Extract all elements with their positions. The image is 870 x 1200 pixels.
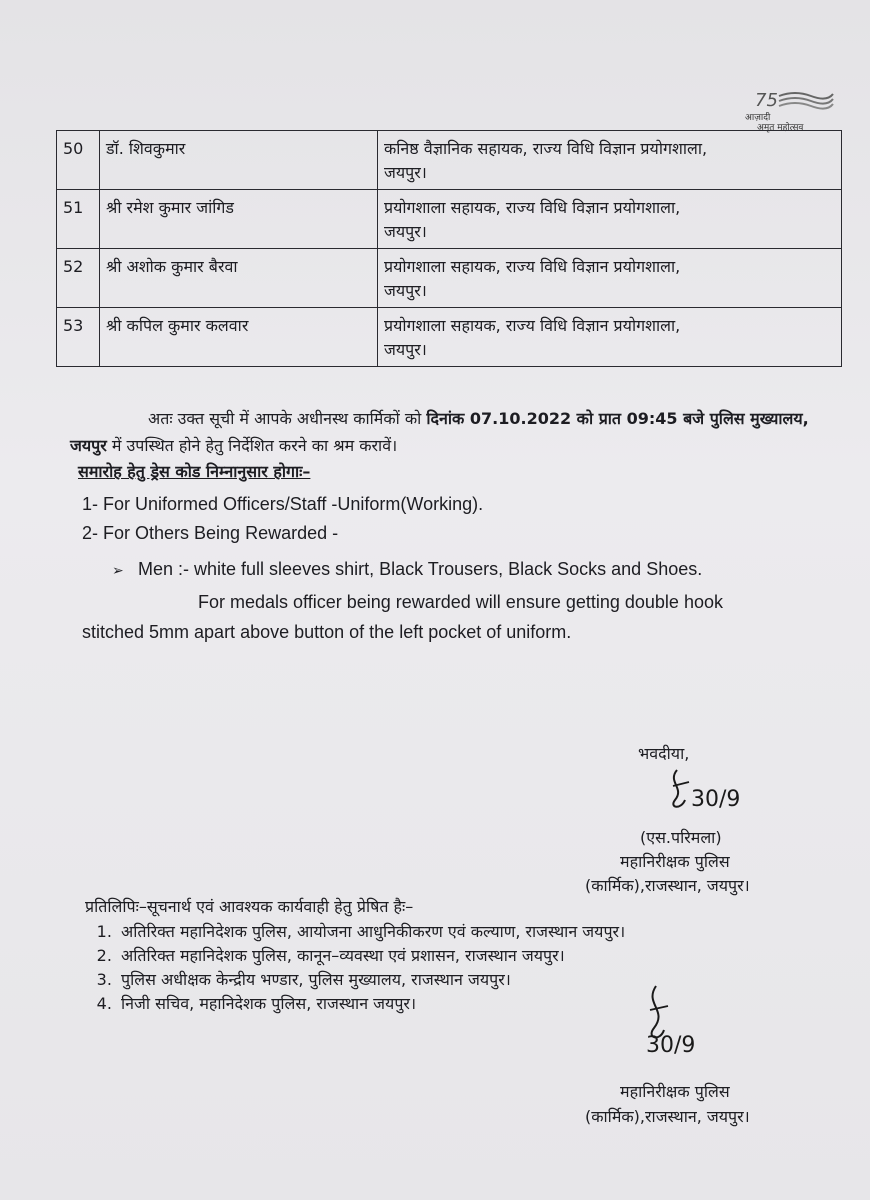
officer-designation (378, 190, 842, 249)
designation-line: प्रयोगशाला सहायक, राज्य विधि विज्ञान प्रयोगशाला, (384, 316, 681, 335)
signatory-title: महानिरीक्षक पुलिस (620, 852, 730, 871)
designation-line: प्रयोगशाला सहायक, राज्य विधि विज्ञान प्रयोगशाला, (384, 198, 681, 217)
officer-name: डॉ. शिवकुमार (100, 131, 378, 190)
paragraph-text: में उपस्थित होने हेतु निर्देशित करने का श्रम करावें। (106, 436, 398, 455)
officer-designation (378, 249, 842, 308)
handwritten-signature-icon (655, 760, 765, 820)
arrow-bullet-icon: ➢ (112, 562, 124, 578)
serial-number: 50 (57, 131, 100, 190)
list-item: 3. पुलिस अधीक्षक केन्द्रीय भण्डार, पुलिस मुख्यालय, राजस्थान जयपुर। (117, 968, 625, 992)
officer-designation (378, 308, 842, 367)
handwritten-signature-icon (628, 980, 738, 1060)
signature-date-mark: 30/9 (691, 787, 741, 812)
logo-emblem-icon (745, 88, 835, 110)
serial-number: 53 (57, 308, 100, 367)
logo-text-line2: अमृत महोत्सव (757, 123, 804, 133)
signatory-name: (एस.परिमला) (640, 828, 722, 847)
officers-table (56, 130, 842, 367)
bottom-signatory-title: महानिरीक्षक पुलिस (620, 1082, 730, 1101)
designation-line: जयपुर। (384, 281, 427, 300)
medals-note-line2: stitched 5mm apart above button of the left pocket of uniform. (82, 622, 572, 642)
table-row (57, 131, 842, 190)
list-item: 2. अतिरिक्त महानिदेशक पुलिस, कानून–व्यवस्था एवं प्रशासन, राजस्थान जयपुर। (117, 944, 625, 968)
closing-salutation: भवदीया, (638, 744, 690, 763)
copy-recipient-list (95, 920, 625, 1016)
designation-line: जयपुर। (384, 163, 427, 182)
paragraph-text: अतः उक्त सूची में आपके अधीनस्थ कार्मिकों को (148, 409, 427, 428)
men-dress-text: Men :- white full sleeves shirt, Black Trousers, Black Socks and Shoes. (138, 559, 703, 579)
table-row (57, 249, 842, 308)
svg-text:75: 75 (755, 90, 778, 110)
officer-name: श्री कपिल कुमार कलवार (100, 308, 378, 367)
signatory-office: (कार्मिक),राजस्थान, जयपुर। (585, 876, 750, 895)
bottom-signatory-office: (कार्मिक),राजस्थान, जयपुर। (585, 1107, 750, 1126)
officer-name: श्री रमेश कुमार जांगिड (100, 190, 378, 249)
instruction-paragraph (70, 405, 840, 459)
copy-heading: प्रतिलिपिः–सूचनार्थ एवं आवश्यक कार्यवाही हेतु प्रेषित हैः– (85, 897, 414, 916)
signature-date-mark: 30/9 (646, 1033, 696, 1058)
officer-name: श्री अशोक कुमार बैरवा (100, 249, 378, 308)
table-row (57, 190, 842, 249)
designation-line: कनिष्ठ वैज्ञानिक सहायक, राज्य विधि विज्ञान प्रयोगशाला, (384, 139, 708, 158)
table-row (57, 308, 842, 367)
designation-line: जयपुर। (384, 222, 427, 241)
list-item: 4. निजी सचिव, महानिदेशक पुलिस, राजस्थान जयपुर। (117, 992, 625, 1016)
logo-text-line1: आज़ादी (745, 113, 771, 123)
list-item: 1. अतिरिक्त महानिदेशक पुलिस, आयोजना आधुनिकीकरण एवं कल्याण, राजस्थान जयपुर। (117, 920, 625, 944)
medals-note-line1: For medals officer being rewarded will ensure getting double hook (198, 592, 723, 612)
item-men-dress (112, 559, 702, 580)
dress-code-heading: समारोह हेतु ड्रेस कोड निम्नानुसार होगाः– (78, 462, 311, 481)
item-others-rewarded: 2- For Others Being Rewarded - (82, 523, 339, 543)
designation-line: प्रयोगशाला सहायक, राज्य विधि विज्ञान प्रयोगशाला, (384, 257, 681, 276)
designation-line: जयपुर। (384, 340, 427, 359)
serial-number: 52 (57, 249, 100, 308)
paragraph-bold-text: दिनांक 07.10.2022 को प्रात 09:45 बजे पुलिस मुख्यालय, जयपुर (70, 409, 809, 455)
item-uniformed-officers: 1- For Uniformed Officers/Staff -Uniform(Working). (82, 494, 484, 514)
officer-designation (378, 131, 842, 190)
serial-number: 51 (57, 190, 100, 249)
